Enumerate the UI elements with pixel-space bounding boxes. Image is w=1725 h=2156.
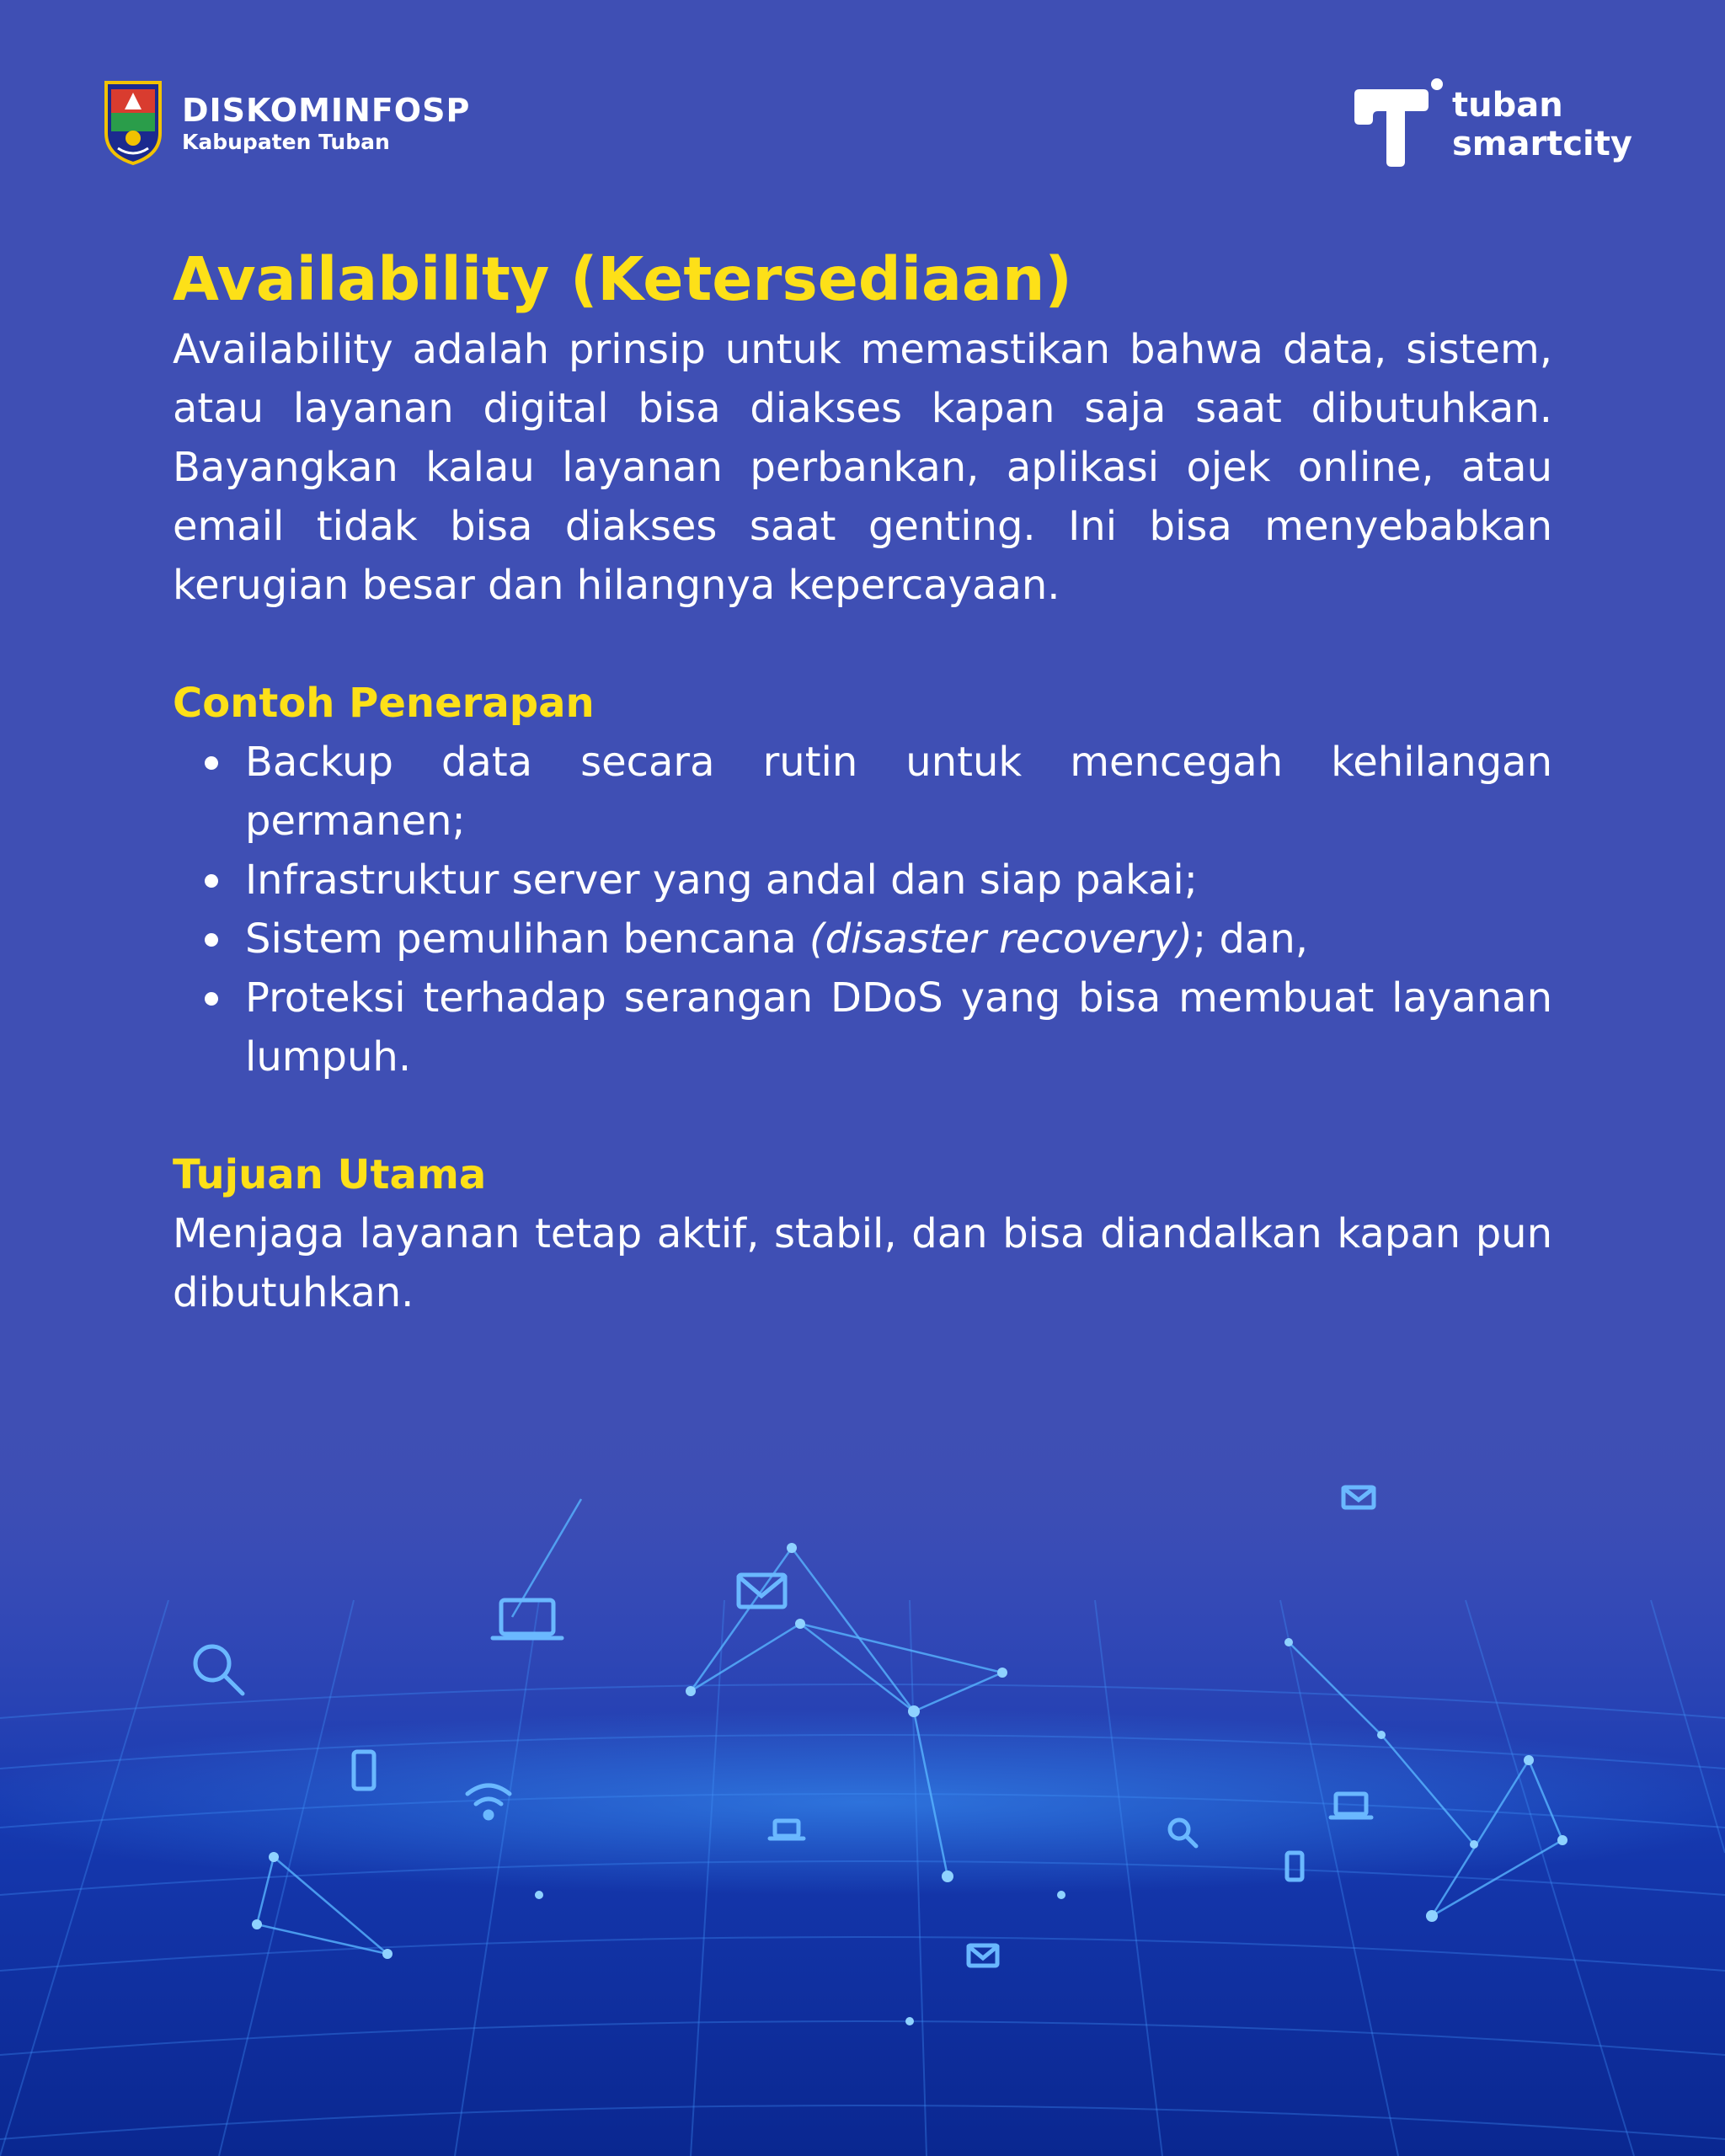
bullet-icon (205, 756, 218, 770)
list-item-text: Proteksi terhadap serangan DDoS yang bisa membuat layanan lumpuh. (245, 974, 1552, 1081)
goal-heading: Tujuan Utama (173, 1151, 487, 1198)
bullet-icon (205, 992, 218, 1006)
list-item-text-italic: (disaster recovery) (809, 915, 1194, 963)
main-content (173, 239, 1552, 1322)
crest-icon (103, 79, 163, 167)
partner-line-1: tuban (1452, 86, 1563, 125)
org-subtitle: Kabupaten Tuban (182, 130, 390, 154)
diskominfosp-logo (103, 79, 470, 167)
org-name: DISKOMINFOSP (182, 92, 471, 129)
list-item-text: Backup data secara rutin untuk mencegah kehilangan permanen; (245, 739, 1552, 845)
list-item (173, 969, 1552, 1086)
list-item-text-post: ; dan, (1193, 915, 1309, 963)
list-item (173, 851, 1552, 910)
examples-list (173, 733, 1552, 1086)
tuban-smartcity-logo (1353, 77, 1632, 172)
page-title: Availability (Ketersediaan) (173, 244, 1072, 314)
list-item-text: Infrastruktur server yang andal dan siap pakai; (245, 857, 1198, 904)
list-item (173, 733, 1552, 851)
list-item-text-pre: Sistem pemulihan bencana (245, 915, 809, 963)
examples-heading: Contoh Penerapan (173, 680, 595, 727)
intro-paragraph: Availability adalah prinsip untuk memastikan bahwa data, sistem, atau layanan digital bisa diakses kapan saja saat dibutuhkan. Bayangkan kalau layanan perbankan, aplikasi ojek online, atau email tidak bisa diakses saat genting. Ini bisa menyebabkan kerugian besar dan hilangnya kepercayaan. (173, 326, 1552, 609)
t-logo-icon (1353, 77, 1444, 172)
bullet-icon (205, 874, 218, 888)
goal-paragraph: Menjaga layanan tetap aktif, stabil, dan bisa diandalkan kapan pun dibutuhkan. (173, 1210, 1552, 1316)
partner-line-2: smartcity (1452, 125, 1632, 163)
bullet-icon (205, 933, 218, 947)
list-item (173, 910, 1552, 969)
